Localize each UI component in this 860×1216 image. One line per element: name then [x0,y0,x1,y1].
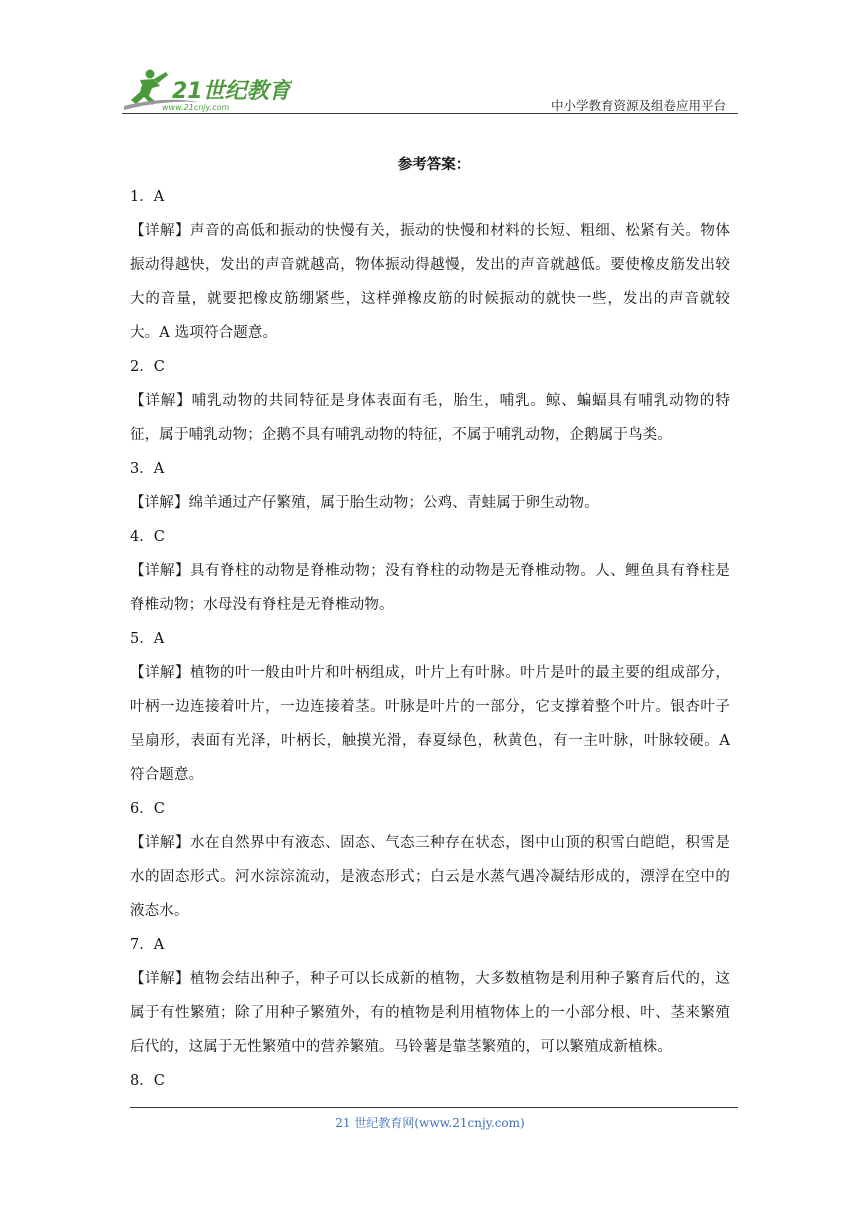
answer-detail: 【详解】植物会结出种子，种子可以长成新的植物，大多数植物是利用种子繁育后代的，这属于有性繁殖；除了用种子繁殖外，有的植物是利用植物体上的一小部分根、叶、茎来繁殖后代的，这属于无性繁殖中的营养繁殖。马铃薯是靠茎繁殖的，可以繁殖成新植株。 [130,971,730,1055]
page-header [122,66,738,116]
header-divider [122,113,738,114]
logo-wordmark: 21世纪教育 [172,79,291,104]
platform-name: 中小学教育资源及组卷应用平台 [550,98,726,113]
answer-detail: 【详解】水在自然界中有液态、固态、气态三种存在状态，图中山顶的积雪白皑皑，积雪是水的固态形式。河水淙淙流动，是液态形式；白云是水蒸气遇冷凝结形成的，漂浮在空中的液态水。 [130,835,730,919]
answer-number: 5．A [130,631,165,647]
answer-item [130,452,730,520]
answer-item [130,350,730,452]
runner-logo-icon [122,66,292,114]
answer-item [130,792,730,928]
answer-item [130,622,730,792]
answer-detail: 【详解】具有脊柱的动物是脊椎动物；没有脊柱的动物是无脊椎动物。人、鲤鱼具有脊柱是脊椎动物；水母没有脊柱是无脊椎动物。 [130,563,730,613]
answer-key [130,150,730,1098]
answer-item [130,1064,730,1098]
answer-number: 1．A [130,189,165,205]
answer-item [130,928,730,1064]
answer-detail: 【详解】绵羊通过产仔繁殖，属于胎生动物；公鸡、青蛙属于卵生动物。 [130,495,599,511]
answer-number: 4．C [130,529,165,545]
answer-detail: 【详解】声音的高低和振动的快慢有关，振动的快慢和材料的长短、粗细、松紧有关。物体振动得越快，发出的声音就越高，物体振动得越慢，发出的声音就越低。要使橡皮筋发出较大的音量，就要把橡皮筋绷紧些，这样弹橡皮筋的时候振动的就快一些，发出的声音就较大。A 选项符合题意。 [130,223,730,341]
answer-detail: 【详解】植物的叶一般由叶片和叶柄组成，叶片上有叶脉。叶片是叶的最主要的组成部分，叶柄一边连接着叶片，一边连接着茎。叶脉是叶片的一部分，它支撑着整个叶片。银杏叶子呈扇形，表面有光泽，叶柄长，触摸光滑，春夏绿色，秋黄色，有一主叶脉，叶脉较硬。A 符合题意。 [130,665,730,783]
answer-number: 3．A [130,461,165,477]
site-logo [122,66,292,114]
logo-url: www.21cnjy.com [162,103,230,112]
answer-detail: 【详解】哺乳动物的共同特征是身体表面有毛，胎生，哺乳。鲸、蝙蝠具有哺乳动物的特征，属于哺乳动物；企鹅不具有哺乳动物的特征，不属于哺乳动物，企鹅属于鸟类。 [130,393,730,443]
answer-number: 7．A [130,937,165,953]
answer-item [130,180,730,350]
answer-item [130,520,730,622]
footer-divider [130,1107,738,1108]
answer-number: 8．C [130,1073,165,1089]
answer-number: 2．C [130,359,165,375]
page-title: 参考答案： [397,156,471,173]
answer-number: 6．C [130,801,165,817]
footer-text: 21 世纪教育网(www.21cnjy.com) [335,1116,525,1130]
